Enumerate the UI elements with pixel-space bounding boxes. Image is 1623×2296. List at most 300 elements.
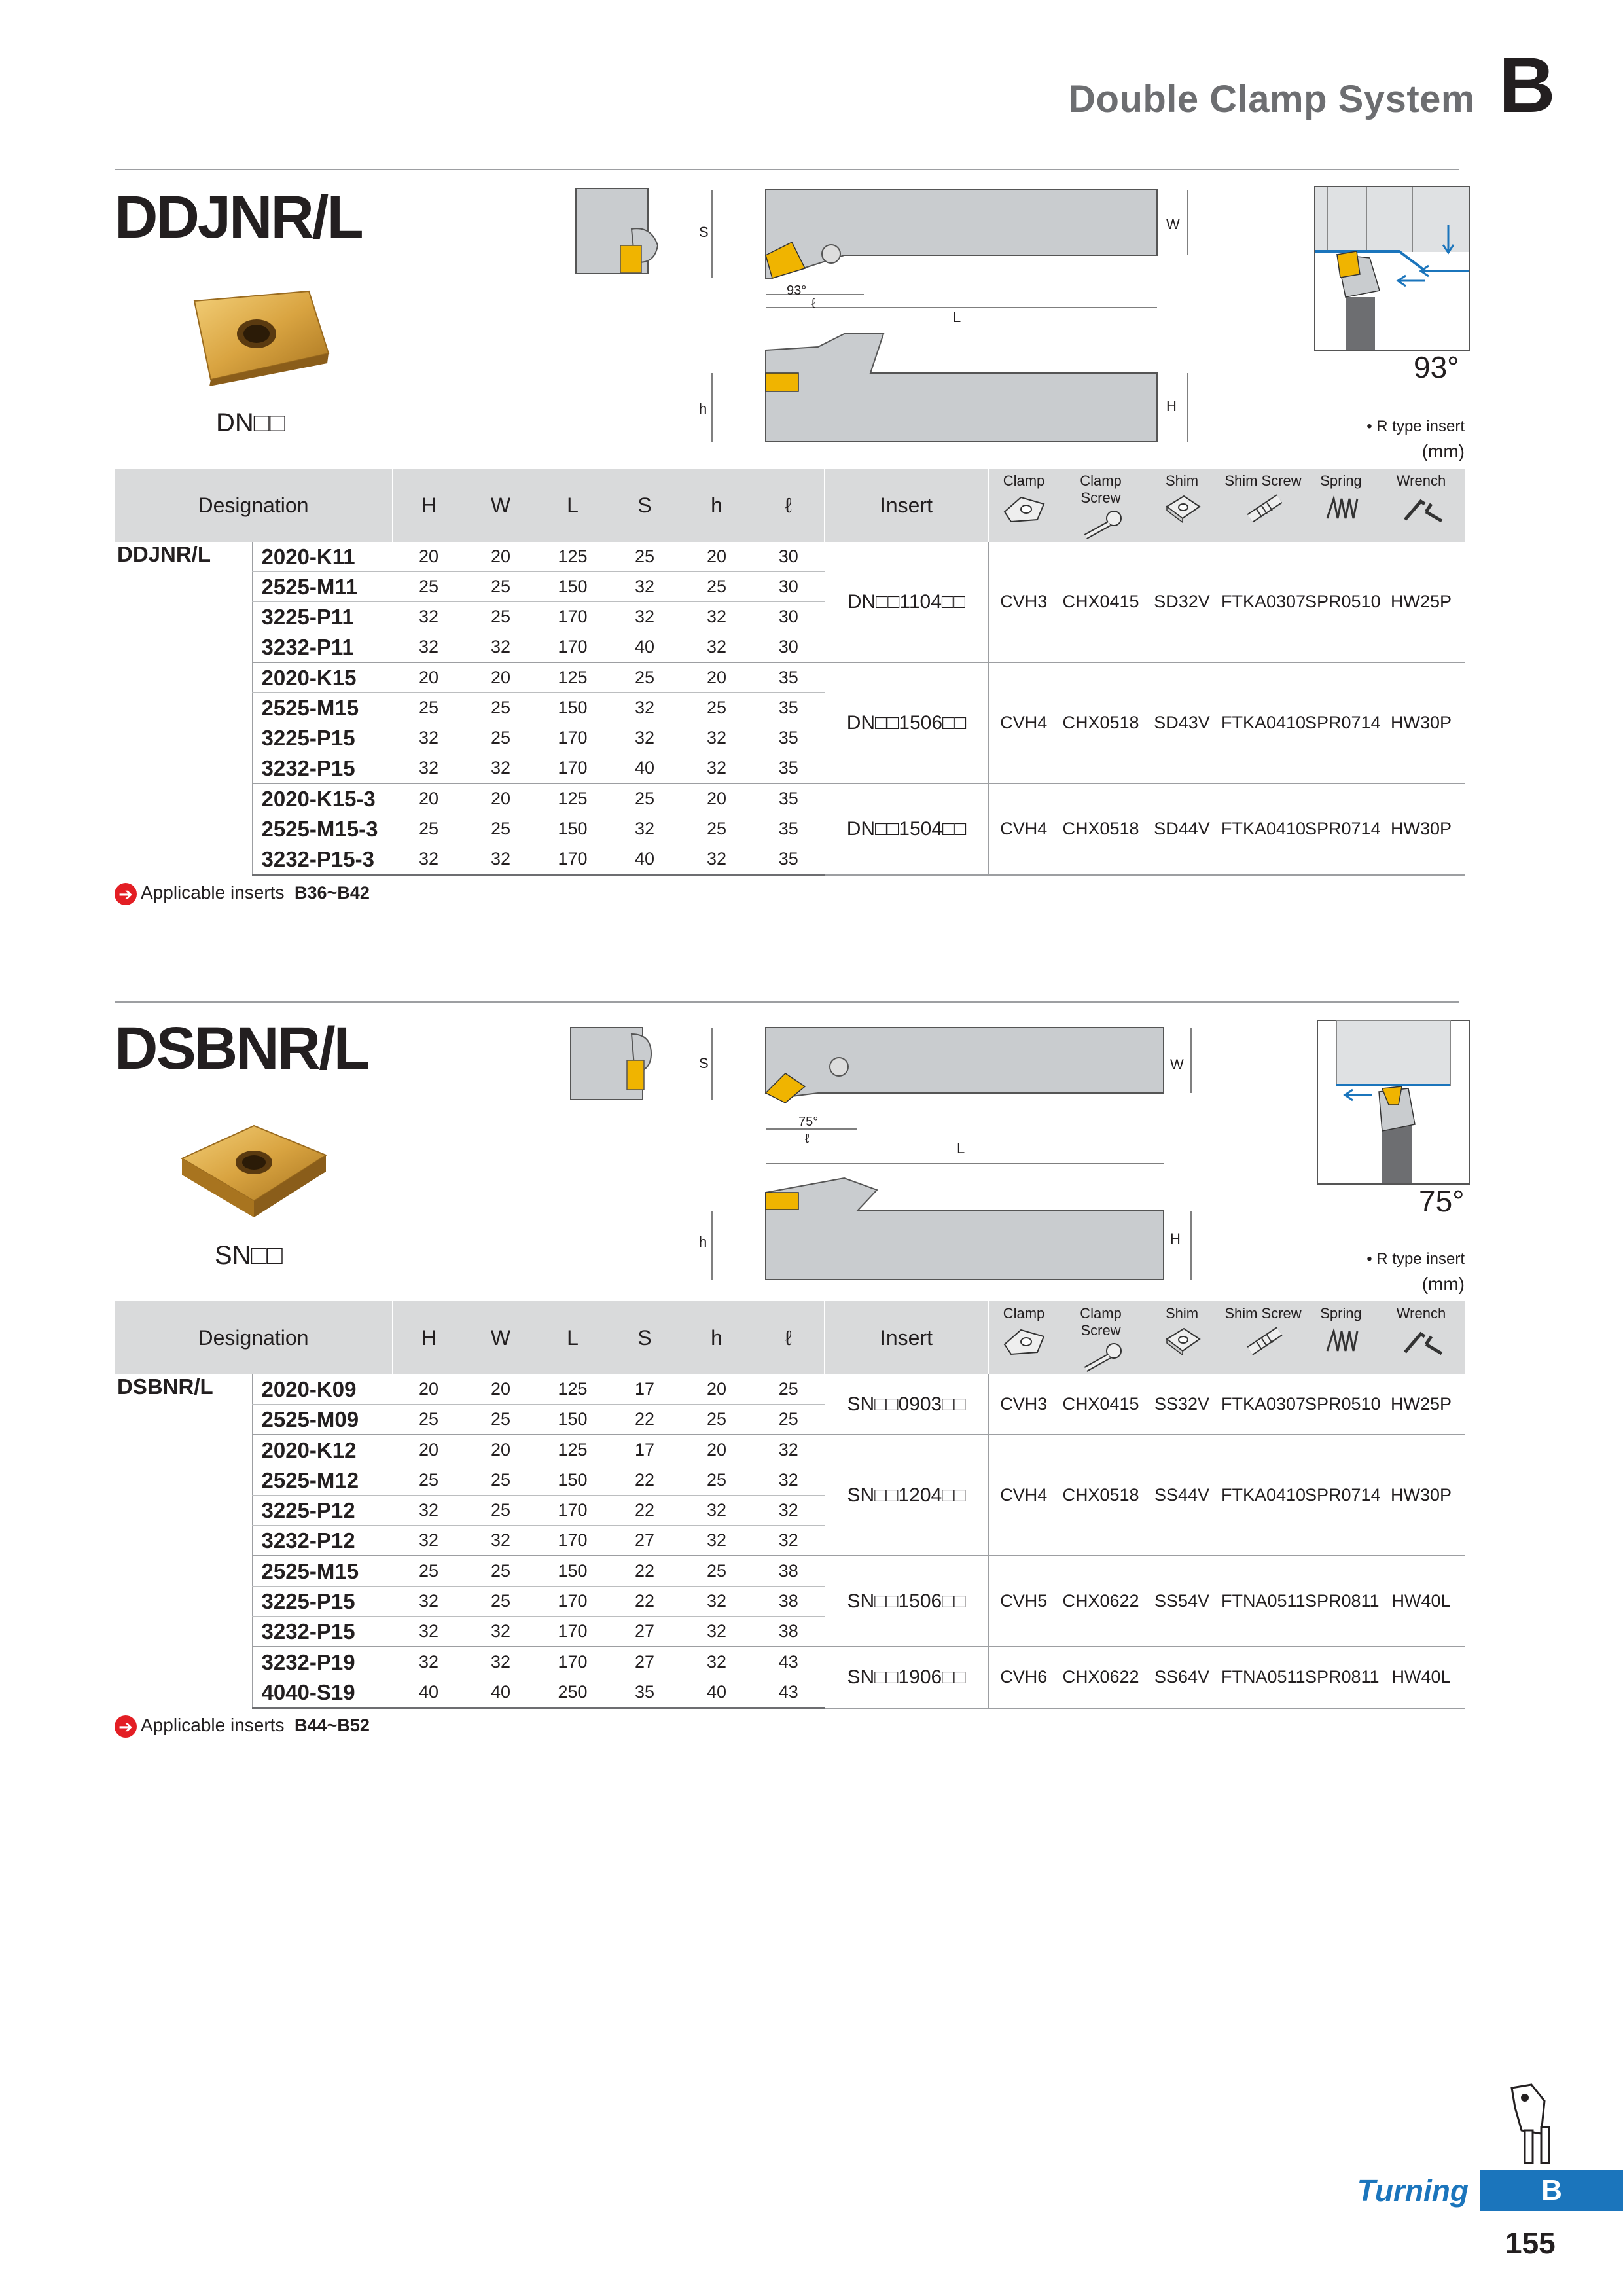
designation-cell: 3232-P12 — [252, 1526, 393, 1556]
dim-L: L — [953, 309, 961, 325]
part-number-cell: FTKA0410 — [1221, 662, 1305, 783]
dimension-cell: 25 — [681, 693, 753, 723]
dimension-cell: 25 — [681, 1465, 753, 1496]
dimension-cell: 35 — [753, 662, 825, 693]
col-h: h — [681, 1301, 753, 1374]
clamp-screw-label: Clamp Screw — [1080, 1305, 1122, 1338]
part-number-cell: FTKA0410 — [1221, 783, 1305, 875]
dimension-cell: 30 — [753, 572, 825, 602]
col-wrench — [1377, 469, 1465, 542]
dimension-cell: 170 — [537, 844, 609, 875]
dimension-cell: 25 — [393, 693, 465, 723]
dimension-cell: 32 — [753, 1465, 825, 1496]
dimension-cell: 25 — [393, 572, 465, 602]
insert-code-cell: DN□□1506□□ — [825, 662, 988, 783]
part-number-cell: HW25P — [1377, 1374, 1465, 1435]
dimension-cell: 43 — [753, 1677, 825, 1708]
dimension-cell: 32 — [465, 844, 537, 875]
dimension-cell: 25 — [681, 1556, 753, 1587]
designation-cell: 3232-P19 — [252, 1647, 393, 1677]
wrench-label: Wrench — [1396, 473, 1446, 489]
designation-cell: 2020-K15-3 — [252, 783, 393, 814]
unit-note: (mm) — [1421, 1274, 1465, 1294]
dimension-cell: 20 — [681, 542, 753, 572]
part-number-cell: CHX0518 — [1059, 662, 1143, 783]
part-number-cell: SPR0811 — [1305, 1556, 1377, 1647]
dimension-cell: 32 — [681, 1526, 753, 1556]
dimension-cell: 35 — [753, 753, 825, 784]
dimension-cell: 125 — [537, 1435, 609, 1465]
dimension-cell: 25 — [393, 1556, 465, 1587]
col-insert: Insert — [825, 469, 988, 542]
part-number-cell: HW30P — [1377, 662, 1465, 783]
spring-label: Spring — [1320, 473, 1362, 489]
r-type-note: • R type insert — [1366, 1250, 1465, 1268]
designation-cell: 2020-K12 — [252, 1435, 393, 1465]
unit-note: (mm) — [1421, 441, 1465, 461]
chapter-label: Turning — [1357, 2174, 1469, 2208]
applicable-inserts-link[interactable] — [115, 882, 370, 905]
part-number-cell: CVH4 — [988, 662, 1059, 783]
dimension-cell: 20 — [681, 662, 753, 693]
holder-dimension-drawing — [569, 183, 1211, 445]
part-number-cell: HW30P — [1377, 1435, 1465, 1556]
dimension-cell: 250 — [537, 1677, 609, 1708]
dimension-cell: 20 — [465, 1374, 537, 1405]
wrench-icon — [1399, 1325, 1444, 1357]
designation-cell: 3232-P15 — [252, 1617, 393, 1647]
part-number-cell: CHX0518 — [1059, 1435, 1143, 1556]
part-number-cell: SS54V — [1143, 1556, 1221, 1647]
dimension-cell: 30 — [753, 602, 825, 632]
dimension-cell: 25 — [753, 1405, 825, 1435]
col-spring — [1305, 469, 1377, 542]
dimension-cell: 25 — [681, 572, 753, 602]
dimension-cell: 17 — [609, 1374, 681, 1405]
table-row — [115, 542, 1465, 572]
dimension-cell: 30 — [753, 632, 825, 663]
dimension-cell: 170 — [537, 632, 609, 663]
dimension-cell: 38 — [753, 1617, 825, 1647]
col-shim-screw — [1221, 469, 1305, 542]
part-number-cell: SPR0714 — [1305, 783, 1377, 875]
part-number-cell: CVH4 — [988, 1435, 1059, 1556]
dimension-cell: 32 — [393, 1587, 465, 1617]
designation-cell: 2525-M15 — [252, 1556, 393, 1587]
dimension-cell: 150 — [537, 814, 609, 844]
dimension-cell: 32 — [393, 844, 465, 875]
dimension-cell: 32 — [393, 1526, 465, 1556]
part-number-cell: FTNA0511 — [1221, 1556, 1305, 1647]
dimension-cell: 32 — [609, 602, 681, 632]
cutting-angle-diagram — [1314, 186, 1470, 351]
dimension-cell: 32 — [393, 632, 465, 663]
dimension-cell: 17 — [609, 1435, 681, 1465]
shim-label: Shim — [1165, 1305, 1199, 1321]
col-clamp-screw — [1059, 469, 1143, 542]
insert-code-cell: SN□□1204□□ — [825, 1435, 988, 1556]
dimension-cell: 125 — [537, 542, 609, 572]
applicable-pages: B44~B52 — [294, 1715, 370, 1735]
col-L: L — [537, 469, 609, 542]
designation-cell: 3232-P15 — [252, 753, 393, 784]
specification-table — [115, 469, 1465, 876]
table-row — [115, 1435, 1465, 1465]
designation-cell: 3225-P11 — [252, 602, 393, 632]
col-clamp-screw — [1059, 1301, 1143, 1374]
part-number-cell: CVH3 — [988, 1374, 1059, 1435]
dimension-cell: 20 — [393, 1374, 465, 1405]
dimension-cell: 32 — [609, 572, 681, 602]
dimension-cell: 25 — [681, 814, 753, 844]
part-number-cell: HW40L — [1377, 1647, 1465, 1708]
dimension-cell: 40 — [609, 632, 681, 663]
dimension-cell: 20 — [465, 783, 537, 814]
dimension-cell: 35 — [609, 1677, 681, 1708]
dimension-cell: 20 — [681, 783, 753, 814]
approach-angle: 93° — [1414, 350, 1459, 384]
dim-H: H — [1166, 398, 1177, 414]
designation-cell: 3225-P12 — [252, 1496, 393, 1526]
dimension-cell: 20 — [681, 1435, 753, 1465]
part-number-cell: SD43V — [1143, 662, 1221, 783]
dimension-cell: 25 — [465, 693, 537, 723]
dimension-cell: 170 — [537, 1496, 609, 1526]
dimension-cell: 40 — [681, 1677, 753, 1708]
dimension-cell: 20 — [465, 662, 537, 693]
part-number-cell: FTKA0410 — [1221, 1435, 1305, 1556]
page-number: 155 — [1505, 2226, 1556, 2260]
col-clamp — [988, 469, 1059, 542]
dimension-cell: 35 — [753, 693, 825, 723]
insert-label: SN□□ — [215, 1241, 283, 1270]
dimension-cell: 32 — [753, 1496, 825, 1526]
dimension-cell: 40 — [609, 753, 681, 784]
designation-cell: 3232-P11 — [252, 632, 393, 663]
dim-W: W — [1170, 1056, 1184, 1073]
dim-h: h — [699, 1234, 707, 1250]
clamp-screw-icon — [1078, 1342, 1124, 1374]
part-number-cell: CVH6 — [988, 1647, 1059, 1708]
dimension-cell: 170 — [537, 1647, 609, 1677]
wrench-icon — [1399, 492, 1444, 525]
dimension-cell: 35 — [753, 723, 825, 753]
dimension-cell: 20 — [465, 1435, 537, 1465]
part-number-cell: SS32V — [1143, 1374, 1221, 1435]
shim-icon — [1159, 492, 1205, 525]
dimension-cell: 32 — [393, 1647, 465, 1677]
dimension-cell: 22 — [609, 1405, 681, 1435]
dimension-cell: 40 — [465, 1677, 537, 1708]
designation-cell: 2525-M09 — [252, 1405, 393, 1435]
dimension-cell: 20 — [393, 662, 465, 693]
part-number-cell: CVH4 — [988, 783, 1059, 875]
designation-cell: 3225-P15 — [252, 723, 393, 753]
designation-cell: 3232-P15-3 — [252, 844, 393, 875]
designation-cell: 2525-M15 — [252, 693, 393, 723]
shim-label: Shim — [1165, 473, 1199, 489]
insert-code-cell: DN□□1504□□ — [825, 783, 988, 875]
spring-icon — [1318, 1325, 1364, 1357]
dimension-cell: 32 — [681, 723, 753, 753]
table-row — [115, 662, 1465, 693]
dimension-cell: 32 — [465, 1617, 537, 1647]
holder-dimension-drawing — [569, 1021, 1211, 1283]
col-S: S — [609, 469, 681, 542]
col-shim-screw — [1221, 1301, 1305, 1374]
dimension-cell: 125 — [537, 783, 609, 814]
col-W: W — [465, 469, 537, 542]
dimension-cell: 170 — [537, 1587, 609, 1617]
dimension-cell: 20 — [393, 542, 465, 572]
designation-cell: 2525-M11 — [252, 572, 393, 602]
section-divider — [115, 169, 1459, 170]
dimension-cell: 25 — [393, 814, 465, 844]
section-letter: B — [1499, 41, 1556, 129]
col-shim — [1143, 1301, 1221, 1374]
insert-code-cell: DN□□1104□□ — [825, 542, 988, 662]
dimension-cell: 25 — [753, 1374, 825, 1405]
dimension-cell: 40 — [609, 844, 681, 875]
dimension-cell: 43 — [753, 1647, 825, 1677]
applicable-inserts-link[interactable] — [115, 1715, 370, 1738]
dimension-cell: 32 — [393, 723, 465, 753]
dim-S: S — [699, 224, 709, 240]
arrow-right-icon: ➔ — [115, 1715, 137, 1738]
applicable-label: Applicable inserts — [141, 1715, 285, 1735]
arrow-right-icon: ➔ — [115, 883, 137, 905]
dimension-cell: 25 — [681, 1405, 753, 1435]
r-type-note: • R type insert — [1366, 418, 1465, 435]
part-number-cell: FTKA0307 — [1221, 1374, 1305, 1435]
shim-screw-icon — [1240, 492, 1286, 525]
dimension-cell: 32 — [393, 1496, 465, 1526]
part-number-cell: CHX0518 — [1059, 783, 1143, 875]
dim-ell: ℓ — [812, 296, 816, 311]
dimension-cell: 38 — [753, 1556, 825, 1587]
clamp-screw-label: Clamp Screw — [1080, 473, 1122, 506]
chapter-tab[interactable]: B — [1480, 2170, 1623, 2211]
dimension-cell: 32 — [465, 1647, 537, 1677]
clamp-icon — [1001, 492, 1047, 525]
dimension-cell: 25 — [465, 1556, 537, 1587]
dimension-cell: 32 — [393, 753, 465, 784]
shim-screw-label: Shim Screw — [1224, 473, 1302, 489]
designation-cell: 3225-P15 — [252, 1587, 393, 1617]
spring-icon — [1318, 492, 1364, 525]
insert-code-cell: SN□□1906□□ — [825, 1647, 988, 1708]
col-ell: ℓ — [753, 1301, 825, 1374]
col-ell: ℓ — [753, 469, 825, 542]
designation-cell: 2020-K09 — [252, 1374, 393, 1405]
col-designation: Designation — [115, 469, 393, 542]
col-H: H — [393, 1301, 465, 1374]
col-L: L — [537, 1301, 609, 1374]
dimension-cell: 32 — [681, 753, 753, 784]
dimension-cell: 25 — [465, 814, 537, 844]
shim-icon — [1159, 1325, 1205, 1357]
dimension-cell: 170 — [537, 1526, 609, 1556]
dimension-cell: 32 — [753, 1435, 825, 1465]
part-number-cell: HW30P — [1377, 783, 1465, 875]
dimension-cell: 32 — [465, 632, 537, 663]
dimension-cell: 35 — [753, 783, 825, 814]
designation-cell: 2020-K15 — [252, 662, 393, 693]
insert-code-cell: SN□□0903□□ — [825, 1374, 988, 1435]
col-S: S — [609, 1301, 681, 1374]
dimension-cell: 20 — [393, 783, 465, 814]
dimension-cell: 32 — [609, 723, 681, 753]
part-number-cell: FTNA0511 — [1221, 1647, 1305, 1708]
dim-S: S — [699, 1055, 709, 1071]
dimension-cell: 32 — [681, 1617, 753, 1647]
dimension-cell: 150 — [537, 1556, 609, 1587]
dimension-cell: 170 — [537, 602, 609, 632]
insert-photo — [171, 288, 335, 386]
designation-cell: 2020-K11 — [252, 542, 393, 572]
part-number-cell: SPR0714 — [1305, 662, 1377, 783]
col-clamp — [988, 1301, 1059, 1374]
col-W: W — [465, 1301, 537, 1374]
specification-table — [115, 1301, 1465, 1709]
dimension-cell: 25 — [465, 1465, 537, 1496]
wrench-label: Wrench — [1396, 1305, 1446, 1321]
dimension-cell: 25 — [465, 1587, 537, 1617]
col-insert: Insert — [825, 1301, 988, 1374]
dimension-cell: 25 — [393, 1465, 465, 1496]
clamp-screw-icon — [1078, 509, 1124, 542]
applicable-label: Applicable inserts — [141, 882, 285, 903]
table-row — [115, 1647, 1465, 1677]
dimension-cell: 170 — [537, 723, 609, 753]
part-number-cell: CVH3 — [988, 542, 1059, 662]
part-number-cell: SPR0510 — [1305, 542, 1377, 662]
dimension-cell: 32 — [393, 602, 465, 632]
insert-code-cell: SN□□1506□□ — [825, 1556, 988, 1647]
dimension-cell: 20 — [465, 542, 537, 572]
dimension-cell: 32 — [681, 1587, 753, 1617]
dimension-cell: 32 — [609, 693, 681, 723]
part-number-cell: FTKA0307 — [1221, 542, 1305, 662]
spring-label: Spring — [1320, 1305, 1362, 1321]
table-row — [115, 783, 1465, 814]
approach-angle: 75° — [1419, 1184, 1465, 1218]
dimension-cell: 32 — [681, 1647, 753, 1677]
part-number-cell: CHX0415 — [1059, 1374, 1143, 1435]
holder-family: DSBNR/L — [117, 1374, 213, 1399]
dimension-cell: 30 — [753, 542, 825, 572]
dimension-cell: 25 — [465, 1405, 537, 1435]
part-number-cell: SS64V — [1143, 1647, 1221, 1708]
dimension-cell: 125 — [537, 662, 609, 693]
designation-cell: 4040-S19 — [252, 1677, 393, 1708]
dimension-cell: 35 — [753, 844, 825, 875]
dimension-cell: 32 — [393, 1617, 465, 1647]
dimension-cell: 22 — [609, 1465, 681, 1496]
clamp-label: Clamp — [1003, 1305, 1045, 1321]
turning-tool-icon — [1505, 2081, 1564, 2166]
col-designation: Designation — [115, 1301, 393, 1374]
model-title: DDJNR/L — [115, 184, 362, 251]
dimension-cell: 25 — [609, 542, 681, 572]
dimension-cell: 32 — [465, 753, 537, 784]
dimension-cell: 150 — [537, 1405, 609, 1435]
dimension-cell: 25 — [609, 783, 681, 814]
dimension-cell: 27 — [609, 1647, 681, 1677]
dimension-cell: 40 — [393, 1677, 465, 1708]
part-number-cell: SD44V — [1143, 783, 1221, 875]
holder-family: DDJNR/L — [117, 542, 211, 566]
table-row — [115, 1556, 1465, 1587]
col-shim — [1143, 469, 1221, 542]
dim-angle: 93° — [787, 283, 807, 298]
dimension-cell: 32 — [753, 1526, 825, 1556]
dimension-cell: 32 — [681, 1496, 753, 1526]
dimension-cell: 150 — [537, 572, 609, 602]
dimension-cell: 150 — [537, 1465, 609, 1496]
dimension-cell: 25 — [465, 723, 537, 753]
dimension-cell: 35 — [753, 814, 825, 844]
dimension-cell: 125 — [537, 1374, 609, 1405]
dimension-cell: 32 — [681, 844, 753, 875]
applicable-pages: B36~B42 — [294, 883, 370, 903]
shim-screw-label: Shim Screw — [1224, 1305, 1302, 1321]
dimension-cell: 20 — [393, 1435, 465, 1465]
section-divider — [115, 1001, 1459, 1003]
dimension-cell: 25 — [465, 1496, 537, 1526]
dim-h: h — [699, 401, 707, 417]
dimension-cell: 32 — [681, 602, 753, 632]
part-number-cell: SPR0714 — [1305, 1435, 1377, 1556]
dimension-cell: 170 — [537, 753, 609, 784]
dim-ell: ℓ — [805, 1132, 810, 1146]
dimension-cell: 22 — [609, 1587, 681, 1617]
dimension-cell: 27 — [609, 1526, 681, 1556]
insert-photo — [175, 1119, 332, 1224]
designation-cell: 2525-M15-3 — [252, 814, 393, 844]
part-number-cell: CVH5 — [988, 1556, 1059, 1647]
col-H: H — [393, 469, 465, 542]
dim-L: L — [957, 1140, 965, 1157]
dimension-cell: 20 — [681, 1374, 753, 1405]
part-number-cell: HW40L — [1377, 1556, 1465, 1647]
col-spring — [1305, 1301, 1377, 1374]
dimension-cell: 32 — [681, 632, 753, 663]
insert-label: DN□□ — [216, 408, 286, 437]
col-wrench — [1377, 1301, 1465, 1374]
dimension-cell: 32 — [609, 814, 681, 844]
clamp-label: Clamp — [1003, 473, 1045, 489]
clamp-icon — [1001, 1325, 1047, 1357]
dim-W: W — [1166, 216, 1180, 232]
dimension-cell: 170 — [537, 1617, 609, 1647]
part-number-cell: SS44V — [1143, 1435, 1221, 1556]
part-number-cell: SPR0811 — [1305, 1647, 1377, 1708]
cutting-angle-diagram — [1317, 1020, 1470, 1185]
dimension-cell: 27 — [609, 1617, 681, 1647]
dimension-cell: 25 — [609, 662, 681, 693]
part-number-cell: CHX0415 — [1059, 542, 1143, 662]
dim-H: H — [1170, 1230, 1181, 1247]
col-h: h — [681, 469, 753, 542]
table-row — [115, 1374, 1465, 1405]
dimension-cell: 25 — [393, 1405, 465, 1435]
model-title: DSBNR/L — [115, 1015, 368, 1082]
designation-cell: 2525-M12 — [252, 1465, 393, 1496]
dimension-cell: 22 — [609, 1496, 681, 1526]
part-number-cell: CHX0622 — [1059, 1647, 1143, 1708]
dimension-cell: 25 — [465, 602, 537, 632]
